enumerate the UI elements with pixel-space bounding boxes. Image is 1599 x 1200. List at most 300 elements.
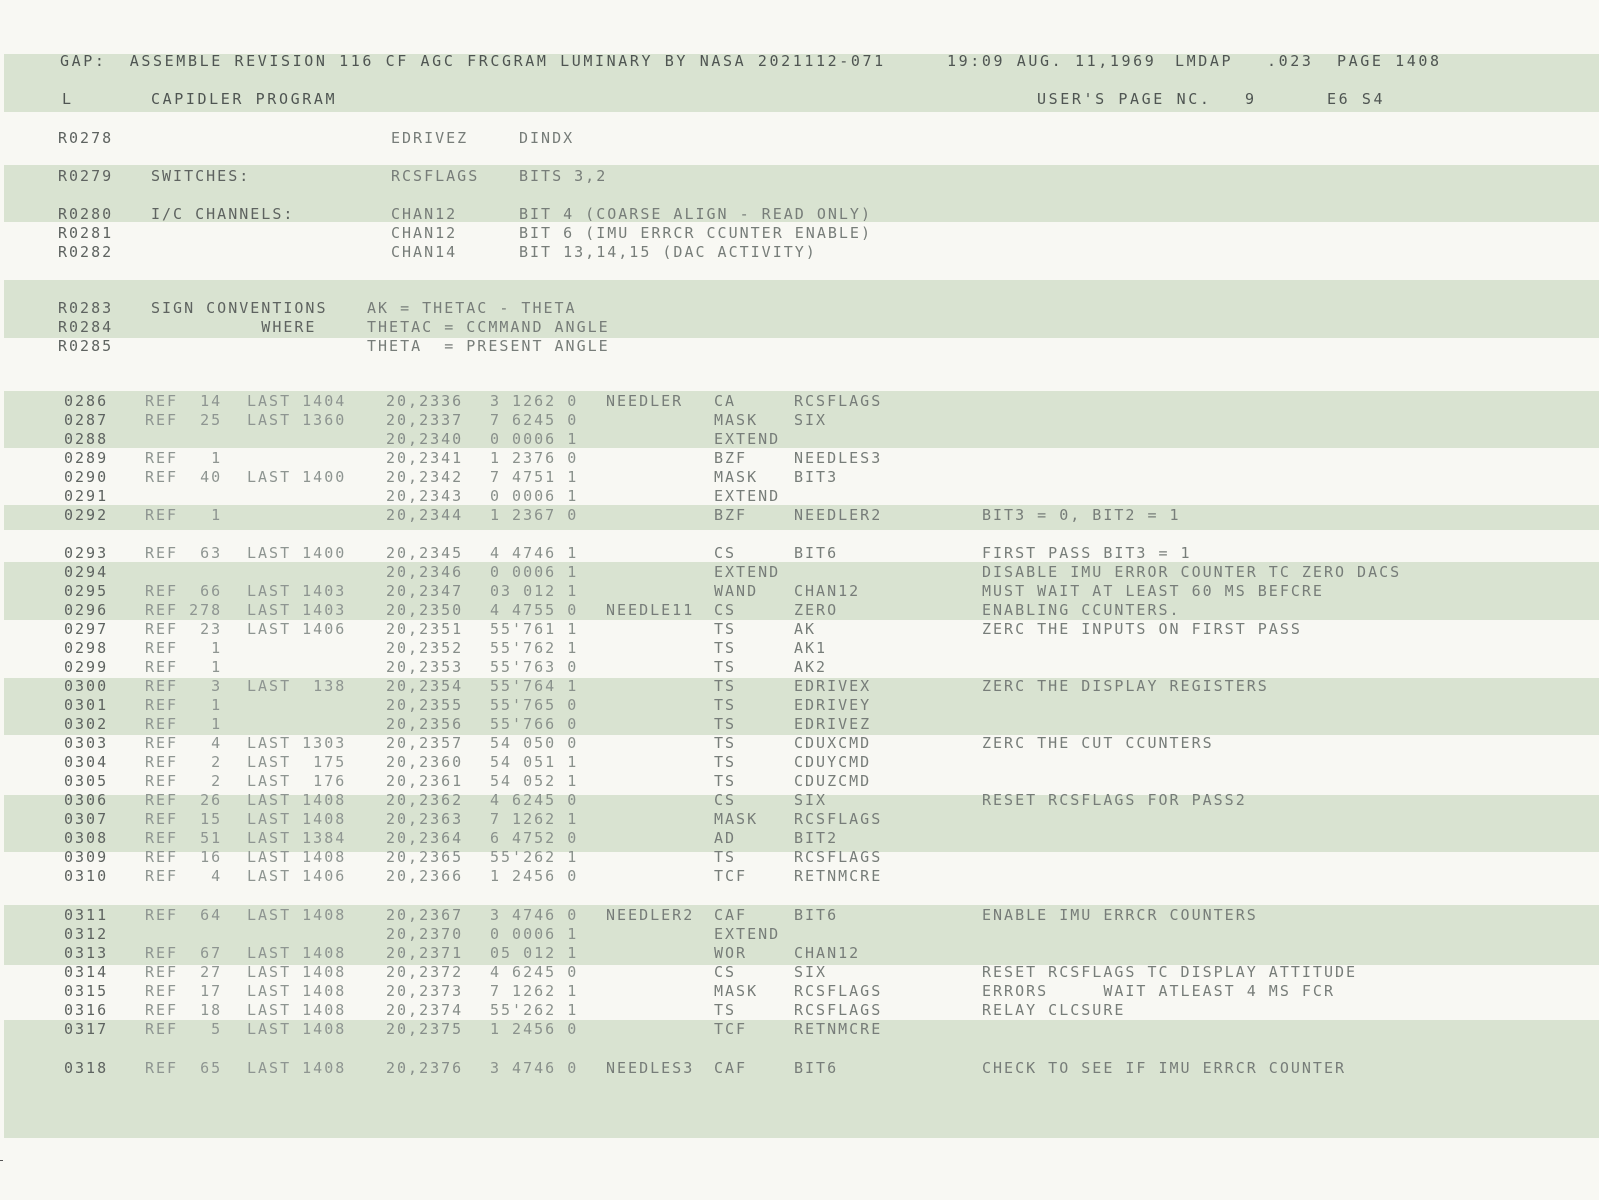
sequence-number: 0310 [64, 867, 109, 885]
descriptor-line [0, 318, 1599, 337]
code-line [0, 658, 1599, 677]
address: 20,2357 [386, 734, 464, 752]
descriptor-field: AK = THETAC - THETA [367, 299, 577, 317]
code-line [0, 468, 1599, 487]
address: 20,2336 [386, 392, 464, 410]
opcode: EXTEND [714, 487, 781, 505]
octal-code: 4 4746 1 [490, 544, 579, 562]
operand: BIT3 [794, 468, 839, 486]
ref-count: REF 23 [145, 620, 223, 638]
octal-code: 1 2367 0 [490, 506, 579, 524]
sequence-number: 0288 [64, 430, 109, 448]
opcode: TS [714, 753, 737, 771]
ref-count: REF 4 [145, 734, 223, 752]
descriptor-line [0, 243, 1599, 262]
octal-code: 1 2456 0 [490, 867, 579, 885]
comment: RELAY CLCSURE [982, 1001, 1126, 1019]
header-title: GAP: ASSEMBLE REVISION 116 CF AGC FRCGRAM LUMINARY BY NASA 2021112-071 [60, 52, 886, 70]
sequence-number: 0286 [64, 392, 109, 410]
operand: RCSFLAGS [794, 848, 883, 866]
code-line [0, 639, 1599, 658]
ref-count: REF 63 [145, 544, 223, 562]
last-reference: LAST 1408 [247, 963, 347, 981]
descriptor-label: SIGN CONVENTIONS [151, 299, 328, 317]
operand: CDUYCMD [794, 753, 872, 771]
address: 20,2362 [386, 791, 464, 809]
address: 20,2355 [386, 696, 464, 714]
code-line [0, 487, 1599, 506]
last-reference: LAST 1408 [247, 944, 347, 962]
operand: EDRIVEZ [794, 715, 872, 733]
descriptor-label: I/C CHANNELS: [151, 205, 295, 223]
code-label: NEEDLE11 [606, 601, 695, 619]
code-line [0, 753, 1599, 772]
descriptor-line [0, 205, 1599, 224]
last-reference: LAST 1400 [247, 468, 347, 486]
octal-code: 3 1262 0 [490, 392, 579, 410]
descriptor-value: BITS 3,2 [519, 167, 608, 185]
sequence-number: 0313 [64, 944, 109, 962]
octal-code: 0 0006 1 [490, 925, 579, 943]
octal-code: 0 0006 1 [490, 430, 579, 448]
code-label: NEEDLER2 [606, 906, 695, 924]
address: 20,2354 [386, 677, 464, 695]
address: 20,2373 [386, 982, 464, 1000]
last-reference: LAST 1404 [247, 392, 347, 410]
octal-code: 05 012 1 [490, 944, 579, 962]
operand: EDRIVEX [794, 677, 872, 695]
code-label: NEEDLES3 [606, 1059, 695, 1077]
descriptor-field: THETA = PRESENT ANGLE [367, 337, 610, 355]
comment: ZERC THE DISPLAY REGISTERS [982, 677, 1269, 695]
sequence-number: 0311 [64, 906, 109, 924]
code-line [0, 772, 1599, 791]
address: 20,2337 [386, 411, 464, 429]
header-timestamp: 19:09 AUG. 11,1969 [947, 52, 1157, 70]
code-label: NEEDLER [606, 392, 684, 410]
subheader-letter: L [62, 90, 74, 108]
address: 20,2367 [386, 906, 464, 924]
address: 20,2366 [386, 867, 464, 885]
last-reference: LAST 175 [247, 753, 347, 771]
operand: RCSFLAGS [794, 810, 883, 828]
sequence-number: R0281 [58, 224, 114, 242]
address: 20,2371 [386, 944, 464, 962]
ref-count: REF 278 [145, 601, 223, 619]
opcode: TS [714, 658, 737, 676]
descriptor-line [0, 337, 1599, 356]
sequence-number: 0294 [64, 563, 109, 581]
address: 20,2372 [386, 963, 464, 981]
ref-count: REF 14 [145, 392, 223, 410]
operand: SIX [794, 791, 828, 809]
descriptor-line [0, 299, 1599, 318]
opcode: MASK [714, 810, 759, 828]
opcode: CS [714, 601, 737, 619]
opcode: CS [714, 791, 737, 809]
opcode: TCF [714, 867, 748, 885]
last-reference: LAST 176 [247, 772, 347, 790]
operand: AK2 [794, 658, 828, 676]
sequence-number: 0309 [64, 848, 109, 866]
sequence-number: 0312 [64, 925, 109, 943]
octal-code: 7 6245 0 [490, 411, 579, 429]
ref-count: REF 15 [145, 810, 223, 828]
opcode: TCF [714, 1020, 748, 1038]
octal-code: 55'762 1 [490, 639, 579, 657]
opcode: WOR [714, 944, 748, 962]
operand: RETNMCRE [794, 1020, 883, 1038]
last-reference: LAST 1408 [247, 982, 347, 1000]
sequence-number: 0287 [64, 411, 109, 429]
opcode: CA [714, 392, 737, 410]
descriptor-label: SWITCHES: [151, 167, 251, 185]
ref-count: REF 4 [145, 867, 223, 885]
code-line [0, 906, 1599, 925]
code-line [0, 620, 1599, 639]
descriptor-line [0, 129, 1599, 148]
ref-count: REF 5 [145, 1020, 223, 1038]
comment: BIT3 = 0, BIT2 = 1 [982, 506, 1181, 524]
sequence-number: 0318 [64, 1059, 109, 1077]
code-line [0, 696, 1599, 715]
operand: SIX [794, 963, 828, 981]
operand: ZERO [794, 601, 839, 619]
code-line [0, 829, 1599, 848]
margin-mark [0, 1160, 3, 1161]
octal-code: 0 0006 1 [490, 563, 579, 581]
ref-count: REF 2 [145, 772, 223, 790]
opcode: MASK [714, 468, 759, 486]
opcode: TS [714, 639, 737, 657]
descriptor-value: BIT 6 (IMU ERRCR CCUNTER ENABLE) [519, 224, 872, 242]
operand: BIT6 [794, 906, 839, 924]
comment: ZERC THE INPUTS ON FIRST PASS [982, 620, 1302, 638]
subheader-line [0, 90, 1599, 109]
sequence-number: 0304 [64, 753, 109, 771]
opcode: TS [714, 677, 737, 695]
sequence-number: 0296 [64, 601, 109, 619]
last-reference: LAST 1406 [247, 867, 347, 885]
users-page-label: USER'S PAGE NC. [1037, 90, 1212, 108]
octal-code: 54 052 1 [490, 772, 579, 790]
sequence-number: R0284 [58, 318, 114, 336]
ref-count: REF 1 [145, 658, 223, 676]
opcode: EXTEND [714, 925, 781, 943]
ref-count: REF 27 [145, 963, 223, 981]
opcode: CAF [714, 906, 748, 924]
last-reference: LAST 1400 [247, 544, 347, 562]
octal-code: 54 050 0 [490, 734, 579, 752]
octal-code: 6 4752 0 [490, 829, 579, 847]
code-line [0, 506, 1599, 525]
last-reference: LAST 1408 [247, 1001, 347, 1019]
sequence-number: R0280 [58, 205, 114, 223]
operand: CDUZCMD [794, 772, 872, 790]
sequence-number: R0285 [58, 337, 114, 355]
last-reference: LAST 1408 [247, 848, 347, 866]
descriptor-field: RCSFLAGS [391, 167, 480, 185]
header-page: PAGE 1408 [1337, 52, 1442, 70]
octal-code: 4 4755 0 [490, 601, 579, 619]
sequence-number: 0305 [64, 772, 109, 790]
operand: CDUXCMD [794, 734, 872, 752]
opcode: WAND [714, 582, 759, 600]
code-line [0, 1020, 1599, 1039]
code-line [0, 430, 1599, 449]
operand: CHAN12 [794, 944, 861, 962]
last-reference: LAST 1403 [247, 582, 347, 600]
ref-count: REF 1 [145, 639, 223, 657]
comment: RESET RCSFLAGS TC DISPLAY ATTITUDE [982, 963, 1358, 981]
ref-count: REF 17 [145, 982, 223, 1000]
address: 20,2374 [386, 1001, 464, 1019]
ref-count: REF 1 [145, 506, 223, 524]
header-line [0, 52, 1599, 71]
subheader-code: E6 S4 [1327, 90, 1386, 108]
ref-count: REF 1 [145, 715, 223, 733]
sequence-number: 0307 [64, 810, 109, 828]
last-reference: LAST 1360 [247, 411, 347, 429]
sequence-number: 0298 [64, 639, 109, 657]
last-reference: LAST 1384 [247, 829, 347, 847]
address: 20,2370 [386, 925, 464, 943]
descriptor-value: BIT 13,14,15 (DAC ACTIVITY) [519, 243, 817, 261]
sequence-number: 0315 [64, 982, 109, 1000]
ref-count: REF 26 [145, 791, 223, 809]
opcode: AD [714, 829, 737, 847]
comment: FIRST PASS BIT3 = 1 [982, 544, 1192, 562]
last-reference: LAST 1303 [247, 734, 347, 752]
sequence-number: 0308 [64, 829, 109, 847]
operand: SIX [794, 411, 828, 429]
operand: BIT6 [794, 1059, 839, 1077]
descriptor-field: CHAN12 [391, 205, 458, 223]
descriptor-field: CHAN12 [391, 224, 458, 242]
code-line [0, 944, 1599, 963]
opcode: MASK [714, 982, 759, 1000]
sequence-number: 0300 [64, 677, 109, 695]
code-line [0, 791, 1599, 810]
last-reference: LAST 1406 [247, 620, 347, 638]
opcode: CS [714, 963, 737, 981]
ref-count: REF 2 [145, 753, 223, 771]
last-reference: LAST 1408 [247, 810, 347, 828]
octal-code: 55'766 0 [490, 715, 579, 733]
octal-code: 0 0006 1 [490, 487, 579, 505]
address: 20,2343 [386, 487, 464, 505]
ref-count: REF 51 [145, 829, 223, 847]
sequence-number: R0278 [58, 129, 114, 147]
opcode: TS [714, 1001, 737, 1019]
sequence-number: R0282 [58, 243, 114, 261]
descriptor-field: EDRIVEZ [391, 129, 469, 147]
opcode: TS [714, 620, 737, 638]
code-line [0, 848, 1599, 867]
octal-code: 55'262 1 [490, 1001, 579, 1019]
opcode: MASK [714, 411, 759, 429]
descriptor-line [0, 167, 1599, 186]
descriptor-line [0, 224, 1599, 243]
address: 20,2352 [386, 639, 464, 657]
octal-code: 3 4746 0 [490, 906, 579, 924]
descriptor-value: DINDX [519, 129, 575, 147]
address: 20,2364 [386, 829, 464, 847]
address: 20,2345 [386, 544, 464, 562]
opcode: CAF [714, 1059, 748, 1077]
address: 20,2365 [386, 848, 464, 866]
operand: CHAN12 [794, 582, 861, 600]
opcode: TS [714, 715, 737, 733]
ref-count: REF 67 [145, 944, 223, 962]
address: 20,2347 [386, 582, 464, 600]
sequence-number: 0301 [64, 696, 109, 714]
operand: RCSFLAGS [794, 392, 883, 410]
descriptor-field: CHAN14 [391, 243, 458, 261]
code-line [0, 867, 1599, 886]
descriptor-label: WHERE [151, 318, 317, 336]
last-reference: LAST 1408 [247, 1059, 347, 1077]
ref-count: REF 18 [145, 1001, 223, 1019]
comment: DISABLE IMU ERROR COUNTER TC ZERO DACS [982, 563, 1402, 581]
descriptor-field: THETAC = CCMMAND ANGLE [367, 318, 610, 336]
opcode: TS [714, 848, 737, 866]
ref-count: REF 66 [145, 582, 223, 600]
users-page-number: 9 [1245, 90, 1257, 108]
octal-code: 55'765 0 [490, 696, 579, 714]
opcode: BZF [714, 449, 748, 467]
ref-count: REF 16 [145, 848, 223, 866]
octal-code: 54 051 1 [490, 753, 579, 771]
opcode: EXTEND [714, 563, 781, 581]
ref-count: REF 64 [145, 906, 223, 924]
octal-code: 4 6245 0 [490, 963, 579, 981]
ref-count: REF 65 [145, 1059, 223, 1077]
address: 20,2376 [386, 1059, 464, 1077]
octal-code: 7 1262 1 [490, 982, 579, 1000]
comment: MUST WAIT AT LEAST 60 MS BEFCRE [982, 582, 1324, 600]
operand: NEEDLER2 [794, 506, 883, 524]
opcode: TS [714, 696, 737, 714]
code-line [0, 1059, 1599, 1078]
opcode: CS [714, 544, 737, 562]
comment: ERRORS WAIT ATLEAST 4 MS FCR [982, 982, 1335, 1000]
octal-code: 3 4746 0 [490, 1059, 579, 1077]
operand: BIT6 [794, 544, 839, 562]
code-line [0, 449, 1599, 468]
octal-code: 7 1262 1 [490, 810, 579, 828]
sequence-number: 0302 [64, 715, 109, 733]
code-line [0, 544, 1599, 563]
code-line [0, 582, 1599, 601]
code-line [0, 563, 1599, 582]
comment: ENABLING CCUNTERS. [982, 601, 1181, 619]
code-line [0, 392, 1599, 411]
address: 20,2356 [386, 715, 464, 733]
code-line [0, 601, 1599, 620]
operand: BIT2 [794, 829, 839, 847]
sequence-number: 0314 [64, 963, 109, 981]
code-line [0, 963, 1599, 982]
last-reference: LAST 138 [247, 677, 347, 695]
ref-count: REF 40 [145, 468, 223, 486]
address: 20,2351 [386, 620, 464, 638]
sequence-number: 0291 [64, 487, 109, 505]
code-line [0, 677, 1599, 696]
octal-code: 1 2376 0 [490, 449, 579, 467]
octal-code: 1 2456 0 [490, 1020, 579, 1038]
octal-code: 55'763 0 [490, 658, 579, 676]
address: 20,2344 [386, 506, 464, 524]
sequence-number: 0297 [64, 620, 109, 638]
opcode: EXTEND [714, 430, 781, 448]
header-module: LMDAP [1175, 52, 1234, 70]
code-line [0, 411, 1599, 430]
sequence-number: 0303 [64, 734, 109, 752]
sequence-number: 0317 [64, 1020, 109, 1038]
octal-code: 7 4751 1 [490, 468, 579, 486]
operand: RETNMCRE [794, 867, 883, 885]
code-line [0, 925, 1599, 944]
operand: AK [794, 620, 817, 638]
address: 20,2353 [386, 658, 464, 676]
sequence-number: 0289 [64, 449, 109, 467]
operand: RCSFLAGS [794, 1001, 883, 1019]
comment: ENABLE IMU ERRCR COUNTERS [982, 906, 1258, 924]
ref-count: REF 3 [145, 677, 223, 695]
sequence-number: 0293 [64, 544, 109, 562]
opcode: TS [714, 734, 737, 752]
sequence-number: 0299 [64, 658, 109, 676]
header-revision: .023 [1267, 52, 1314, 70]
sequence-number: R0283 [58, 299, 114, 317]
address: 20,2341 [386, 449, 464, 467]
operand: RCSFLAGS [794, 982, 883, 1000]
code-line [0, 1001, 1599, 1020]
last-reference: LAST 1408 [247, 906, 347, 924]
address: 20,2342 [386, 468, 464, 486]
comment: CHECK TO SEE IF IMU ERRCR COUNTER [982, 1059, 1347, 1077]
sequence-number: 0306 [64, 791, 109, 809]
code-line [0, 715, 1599, 734]
opcode: TS [714, 772, 737, 790]
sequence-number: 0295 [64, 582, 109, 600]
address: 20,2363 [386, 810, 464, 828]
last-reference: LAST 1408 [247, 791, 347, 809]
comment: ZERC THE CUT CCUNTERS [982, 734, 1214, 752]
last-reference: LAST 1408 [247, 1020, 347, 1038]
octal-code: 03 012 1 [490, 582, 579, 600]
code-line [0, 810, 1599, 829]
octal-code: 55'262 1 [490, 848, 579, 866]
address: 20,2360 [386, 753, 464, 771]
last-reference: LAST 1403 [247, 601, 347, 619]
address: 20,2350 [386, 601, 464, 619]
octal-code: 55'764 1 [490, 677, 579, 695]
sequence-number: R0279 [58, 167, 114, 185]
code-line [0, 982, 1599, 1001]
opcode: BZF [714, 506, 748, 524]
sequence-number: 0316 [64, 1001, 109, 1019]
operand: NEEDLES3 [794, 449, 883, 467]
octal-code: 55'761 1 [490, 620, 579, 638]
address: 20,2340 [386, 430, 464, 448]
address: 20,2346 [386, 563, 464, 581]
octal-code: 4 6245 0 [490, 791, 579, 809]
ref-count: REF 25 [145, 411, 223, 429]
subheader-program: CAPIDLER PROGRAM [151, 90, 338, 108]
operand: AK1 [794, 639, 828, 657]
